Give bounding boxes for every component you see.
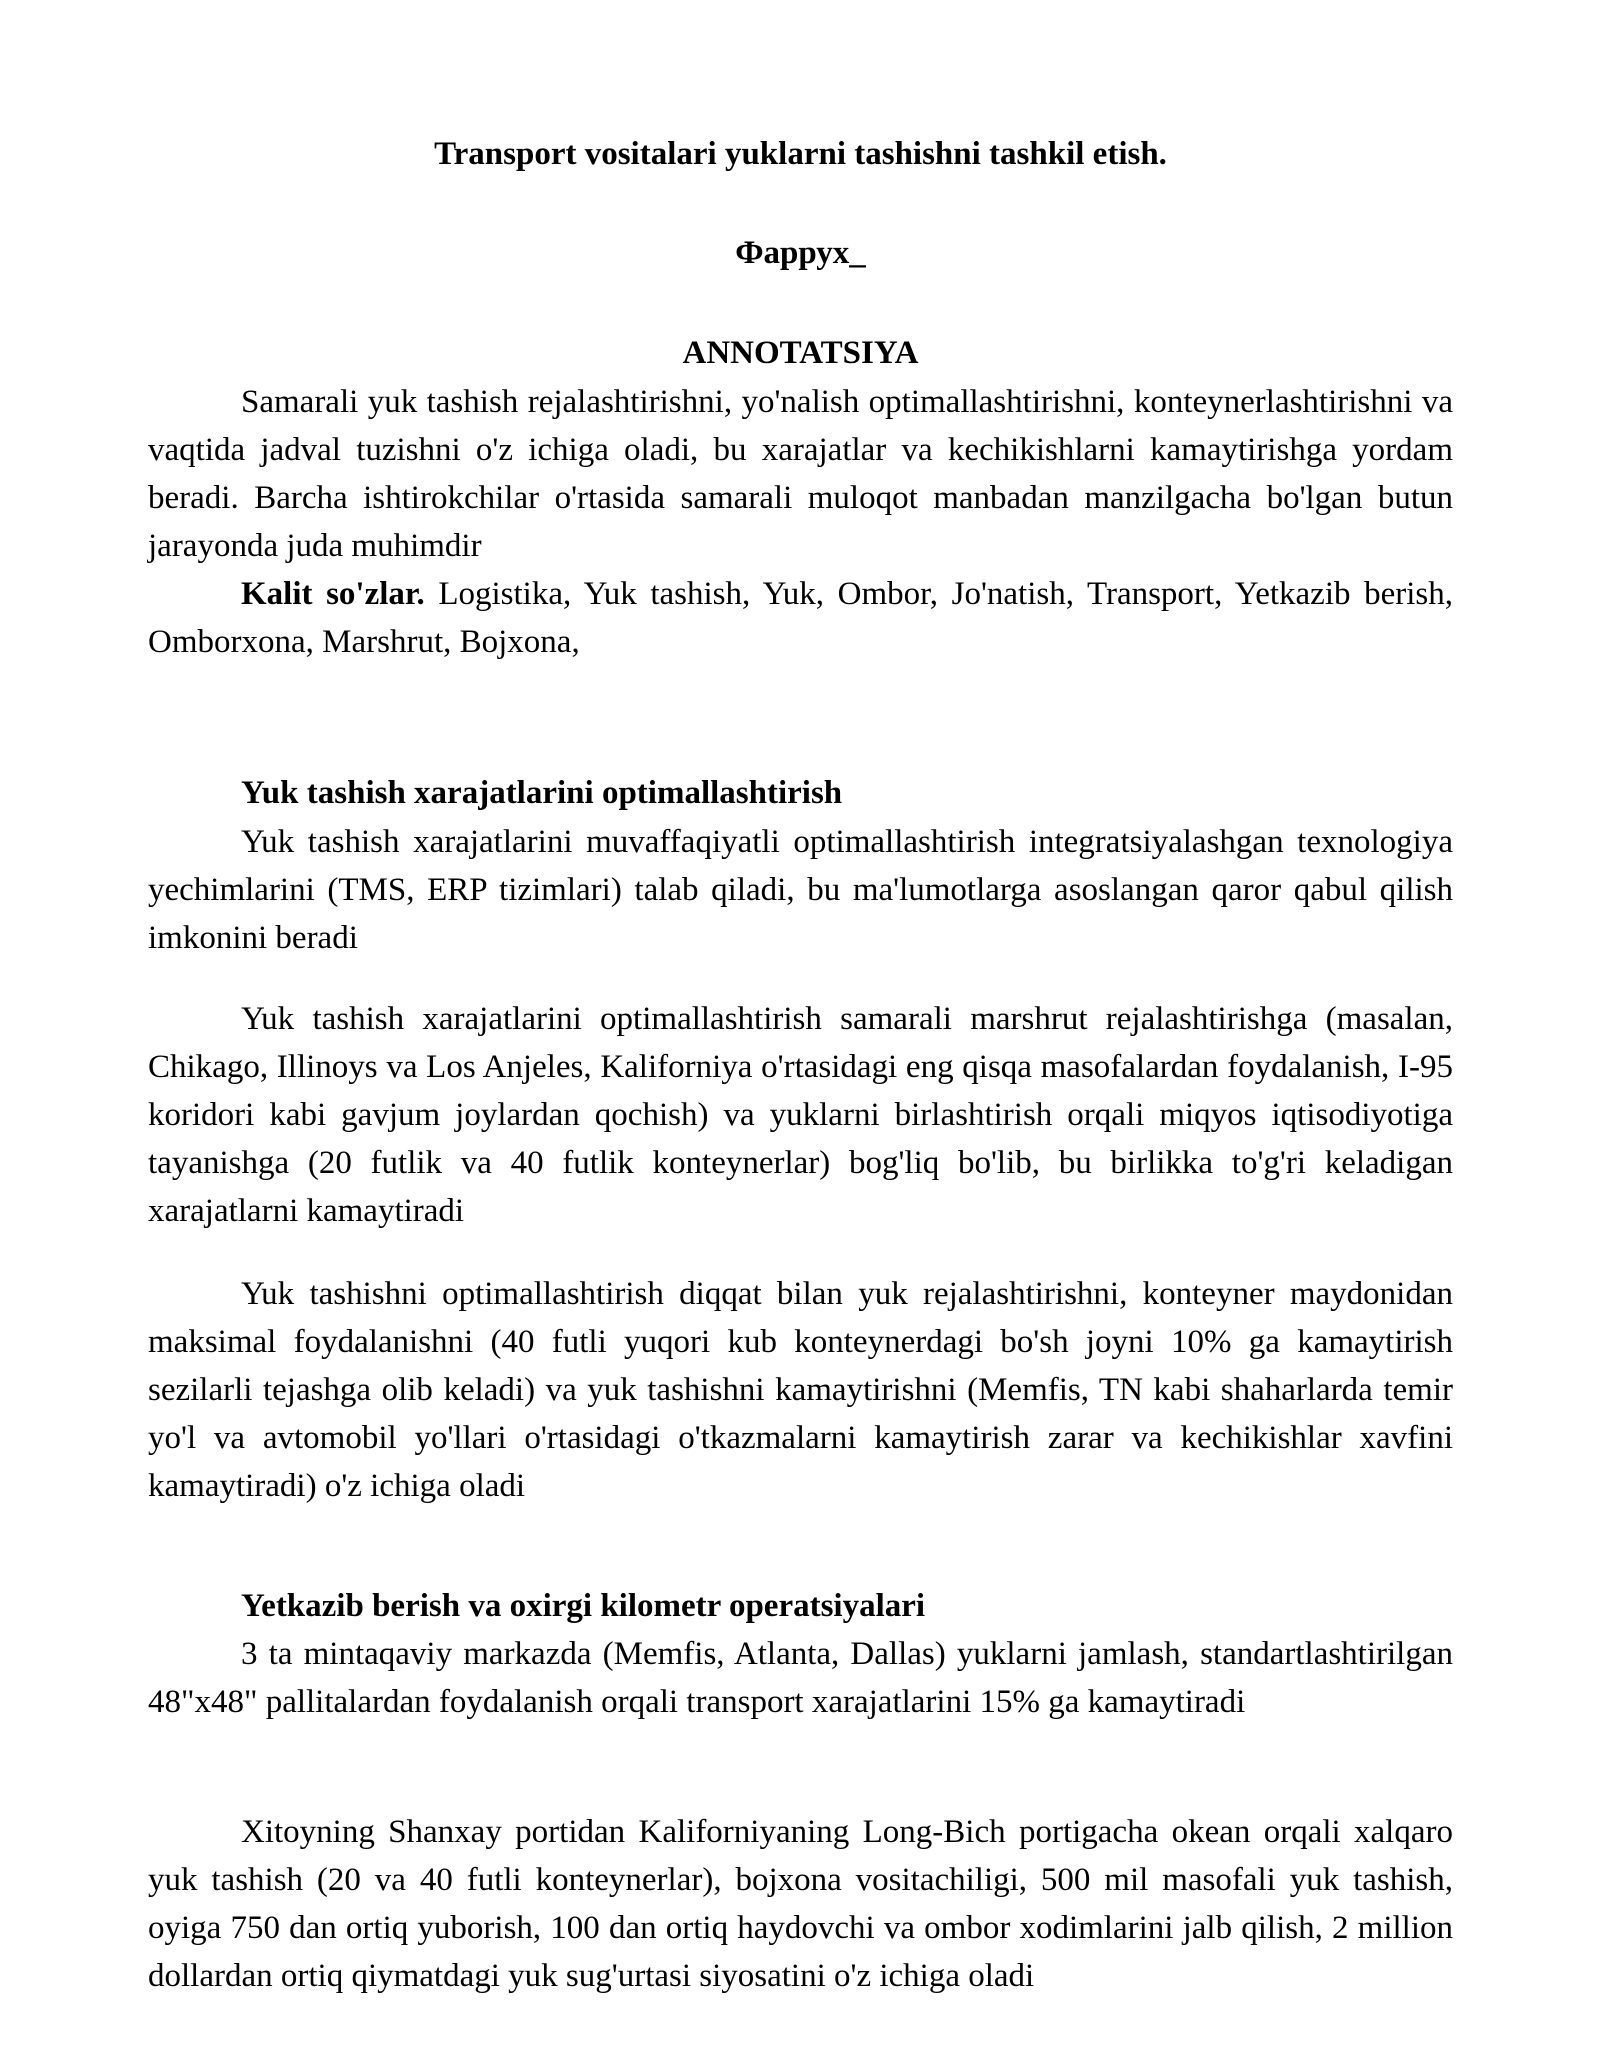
abstract-heading: ANNOTATSIYA [682, 335, 919, 371]
section-1-paragraph-1: Yuk tashish xarajatlarini muvaffaqiyatli optimallashtirish integratsiyalashgan texnologiya yechimlarini (TMS, ERP tizimlari) talab qiladi, bu ma'lumotlarga asoslangan qaror qabul qilish imkonini beradi [148, 824, 1453, 956]
keywords-label: Kalit so'zlar. [241, 576, 425, 612]
section-1-paragraph-3: Yuk tashishni optimallashtirish diqqat bilan yuk rejalashtirishni, konteyner maydonidan maksimal foydalanishni (40 futli yuqori kub konteynerdagi bo'sh joyni 10% ga kamaytirish sezilarli tejashga olib keladi) va yuk tashishni kamaytirishni (Memfis, TN kabi shaharlarda temir yo'l va avtomobil yo'llari o'rtasidagi o'tkazmalarni kamaytirish zarar va kechikishlar xavfini kamaytiradi) o'z ichiga oladi [148, 1276, 1453, 1504]
section-heading-cost-optimization: Yuk tashish xarajatlarini optimallashtirish [241, 775, 843, 811]
author-name: Фаррух_ [735, 235, 866, 271]
keywords-paragraph [148, 570, 1453, 666]
section-1-paragraph-2: Yuk tashish xarajatlarini optimallashtirish samarali marshrut rejalashtirishga (masalan, Chikago, Illinoys va Los Anjeles, Kaliforniya o'rtasidagi eng qisqa masofalardan foydalanish, I-95 koridori kabi gavjum joylardan qochish) va yuklarni birlashtirish orqali miqyos iqtisodiyotiga tayanishga (20 futlik va 40 futlik konteynerlar) bog'liq bo'lib, bu birlikka to'g'ri keladigan xarajatlarni kamaytiradi [148, 1001, 1453, 1229]
section-2-paragraph-2: Xitoyning Shanxay portidan Kaliforniyaning Long-Bich portigacha okean orqali xalqaro yuk tashish (20 va 40 futli konteynerlar), bojxona vositachiligi, 500 mil masofali yuk tashish, oyiga 750 dan ortiq yuborish, 100 dan ortiq haydovchi va ombor xodimlarini jalb qilish, 2 million dollardan ortiq qiymatdagi yuk sug'urtasi siyosatini o'z ichiga oladi [148, 1814, 1453, 1994]
keywords-text: Logistika, Yuk tashish, Yuk, Ombor, Jo'natish, Transport, Yetkazib berish, Omborxona, Marshrut, Bojxona, [148, 576, 1453, 660]
section-heading-last-mile: Yetkazib berish va oxirgi kilometr operatsiyalari [241, 1588, 926, 1624]
section-2-paragraph-1: 3 ta mintaqaviy markazda (Memfis, Atlanta, Dallas) yuklarni jamlash, standartlashtirilgan 48"x48" pallitalardan foydalanish orqali transport xarajatlarini 15% ga kamaytiradi [148, 1636, 1453, 1720]
abstract-paragraph: Samarali yuk tashish rejalashtirishni, yo'nalish optimallashtirishni, konteynerlashtirishni va vaqtida jadval tuzishni o'z ichiga oladi, bu xarajatlar va kechikishlarni kamaytirishga yordam beradi. Barcha ishtirokchilar o'rtasida samarali muloqot manbadan manzilgacha bo'lgan butun jarayonda juda muhimdir [148, 384, 1453, 564]
document-title: Transport vositalari yuklarni tashishni tashkil etish. [434, 136, 1167, 172]
